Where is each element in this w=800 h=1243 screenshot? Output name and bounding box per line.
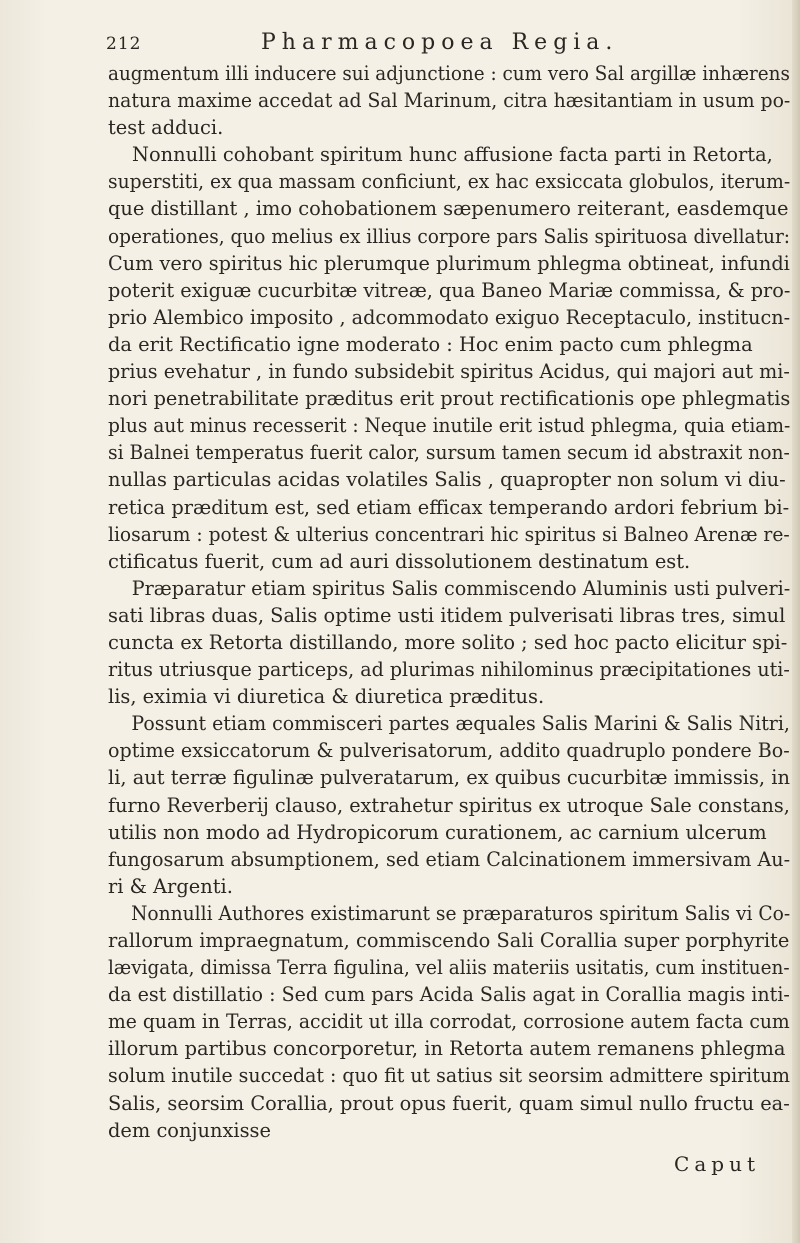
text-line: lis, eximia vi diuretica & diuretica præditus. — [108, 685, 545, 709]
paragraph-start-line: Possunt etiam commisceri partes æquales Salis Marini & Salis Nitri, — [131, 712, 790, 736]
text-line: lævigata, dimissa Terra figulina, vel aliis materiis usitatis, cum instituen- — [108, 956, 790, 980]
text-line: prius evehatur , in fundo subsidebit spiritus Acidus, qui majori aut mi- — [108, 360, 790, 384]
text-line: liosarum : potest & ulterius concentrari hic spiritus si Balneo Arenæ re- — [108, 522, 790, 546]
text-line: Cum vero spiritus hic plerumque plurimum phlegma obtineat, infundi — [108, 251, 790, 275]
text-line: operationes, quo melius ex illius corpore pars Salis spirituosa divellatur: — [108, 224, 791, 248]
text-line: dem conjunxisse — [108, 1118, 271, 1142]
text-line: plus aut minus recesserit : Neque inutile erit istud phlegma, quia etiam- — [108, 414, 791, 438]
paragraph-start-line: Præparatur etiam spiritus Salis commiscendo Aluminis usti pulveri- — [131, 576, 791, 600]
text-line: nori penetrabilitate præditus erit prout rectificationis ope phlegmatis — [108, 387, 791, 411]
text-line: Salis, seorsim Corallia, prout opus fuerit, quam simul nullo fructu ea- — [108, 1091, 790, 1115]
text-line: solum inutile succedat : quo fit ut satius sit seorsim admittere spiritum — [108, 1064, 790, 1088]
text-line: utilis non modo ad Hydropicorum curationem, ac carnium ulcerum — [108, 820, 767, 844]
text-line: prio Alembico imposito , adcommodato exiguo Receptaculo, institucn- — [108, 305, 791, 329]
text-line: optime exsiccatorum & pulverisatorum, addito quadruplo pondere Bo- — [108, 739, 790, 763]
text-line: ctificatus fuerit, cum ad auri dissolutionem destinatum est. — [108, 549, 691, 573]
body-text — [108, 60, 790, 1144]
text-line: fungosarum absumptionem, sed etiam Calcinationem immersivam Au- — [108, 847, 791, 871]
running-title: Pharmacopoea Regia. — [261, 30, 619, 55]
page-number: 212 — [106, 34, 142, 54]
text-line: rallorum impraegnatum, commiscendo Sali Corallia super porphyrite — [108, 929, 790, 952]
text-line: ri & Argenti. — [108, 874, 233, 898]
text-line: nullas particulas acidas volatiles Salis , quapropter non solum vi diu- — [108, 468, 786, 492]
text-line: illorum partibus concorporetur, in Retorta autem remanens phlegma — [108, 1037, 786, 1061]
text-line: augmentum illi inducere sui adjunctione : cum vero Sal argillæ inhærens — [108, 62, 790, 85]
page-header — [106, 30, 716, 60]
paragraph-start-line: Nonnulli Authores existimarunt se præparaturos spiritum Salis vi Co- — [131, 901, 791, 925]
text-line: natura maxime accedat ad Sal Marinum, citra hæsitantiam in usum po- — [108, 89, 791, 113]
text-line: retica præditum est, sed etiam efficax temperando ardori febrium bi- — [108, 495, 790, 519]
text-line: poterit exiguæ cucurbitæ vitreæ, qua Baneo Mariæ commissa, & pro- — [108, 278, 791, 302]
text-line: me quam in Terras, accidit ut illa corrodat, corrosione autem facta cum — [108, 1010, 790, 1034]
text-line: da erit Rectificatio igne moderato : Hoc enim pacto cum phlegma — [108, 332, 753, 356]
paragraph-start-line: Nonnulli cohobant spiritum hunc affusione facta parti in Retorta, — [132, 143, 773, 167]
text-line: ritus utriusque particeps, ad plurimas nihilominus præcipitationes uti- — [108, 658, 790, 682]
text-line: sati libras duas, Salis optime usti itidem pulverisati libras tres, simul — [108, 603, 786, 627]
page-edge — [792, 0, 800, 1243]
text-line: si Balnei temperatus fuerit calor, sursum tamen secum id abstraxit non- — [108, 441, 790, 465]
text-line: cuncta ex Retorta distillando, more solito ; sed hoc pacto elicitur spi- — [108, 630, 788, 654]
catchword: Caput — [674, 1152, 760, 1176]
text-line: superstiti, ex qua massam conficiunt, ex hac exsiccata globulos, iterum- — [108, 170, 791, 194]
text-line: da est distillatio : Sed cum pars Acida Salis agat in Corallia magis inti- — [108, 983, 790, 1007]
text-line: test adduci. — [108, 116, 224, 140]
text-line: que distillant , imo cohobationem sæpenumero reiterant, easdemque — [108, 197, 789, 221]
text-line: furno Reverberij clauso, extrahetur spiritus ex utroque Sale constans, — [108, 793, 790, 817]
text-line: li, aut terræ figulinæ pulveratarum, ex quibus cucurbitæ immissis, in — [108, 766, 790, 790]
